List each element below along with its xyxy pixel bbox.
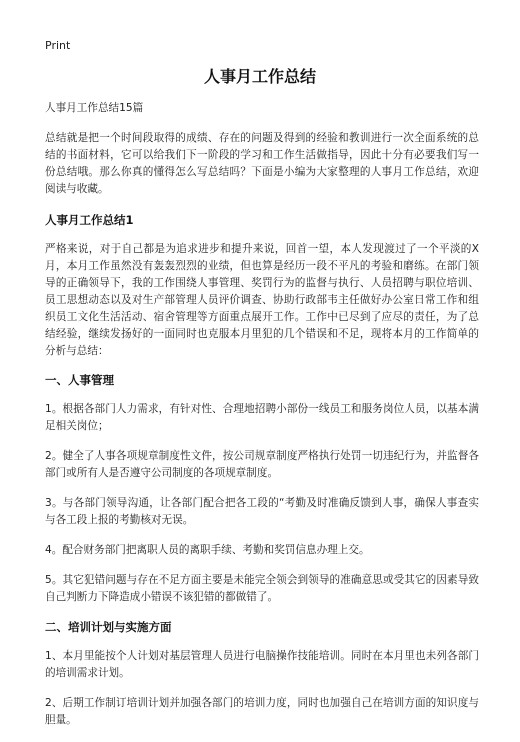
list-item: 4。配合财务部门把离职人员的离职手续、考勤和奖罚信息办理上交。 [45, 544, 370, 556]
section-heading-summary-1: 人事月工作总结1 [45, 213, 134, 227]
list-item: 1、本月里能按个人计划对基层管理人员进行电脑操作技能培训。同时在本月里也未列各部门的培训需求计划。 [45, 650, 479, 679]
list-item: 3。与各部门领导沟通，让各部门配合把各工段的“考勤及时准确反馈到人事，确保人事查实与各工段上报的考勤核对无误。 [45, 497, 479, 526]
section-heading-personnel-management: 一、人事管理 [45, 373, 114, 387]
page-title: 人事月工作总结 [203, 67, 316, 86]
document-body [45, 100, 479, 742]
document-subtitle: 人事月工作总结15篇 [45, 102, 144, 114]
intro-paragraph: 总结就是把一个时间段取得的成绩、存在的问题及得到的经验和教训进行一次全面系统的总结的书面材料，它可以给我们下一阶段的学习和工作生活做指导，因此十分有必要我们写一份总结哦。那么你真的懂得怎么写总结吗？下面是小编为大家整理的人事月工作总结，欢迎阅读与收藏。 [45, 132, 479, 195]
list-item: 2。健全了人事各项规章制度性文件，按公司规章制度严格执行处罚一切违纪行为，并监督各部门或所有人是否遵守公司制度的各项规章制度。 [45, 450, 479, 479]
print-label: Print [45, 39, 71, 52]
list-item: 5。其它犯错问题与存在不足方面主要是未能完全领会到领导的准确意思或受其它的因素导致自己判断力下降造成小错误不该犯错的都做错了。 [45, 574, 479, 603]
section-heading-training-plan: 二、培训计划与实施方面 [45, 620, 172, 634]
list-item: 1。根据各部门人力需求，有针对性、合理地招聘小部份一线员工和服务岗位人员，以基本满足相关岗位； [45, 403, 479, 432]
list-item: 2、后期工作制订培训计划并加强各部门的培训力度，同时也加强自己在培训方面的知识度与胆量。 [45, 697, 479, 726]
summary-1-paragraph: 严格来说，对于自己都是为追求进步和提升来说，回首一望，本人发现渡过了一个平淡的X月，本月工作虽然没有轰轰烈烈的业绩，但也算是经历一段不平凡的考验和磨练。在部门领导的正确领导下，我的工作围绕人事管理、奖罚行为的监督与执行、人员招聘与职位培训、员工思想动态以及对生产部管理人员评价调查、协助行政部韦主任做好办公室日常工作和组织员工文化生活活动、宿舍管理等方面重点展开工作。工作中已尽到了应尽的责任，为了总结经验，继续发扬好的一面同时也克服本月里犯的几个错误和不足，现将本月的工作简单的分析与总结： [45, 243, 479, 357]
